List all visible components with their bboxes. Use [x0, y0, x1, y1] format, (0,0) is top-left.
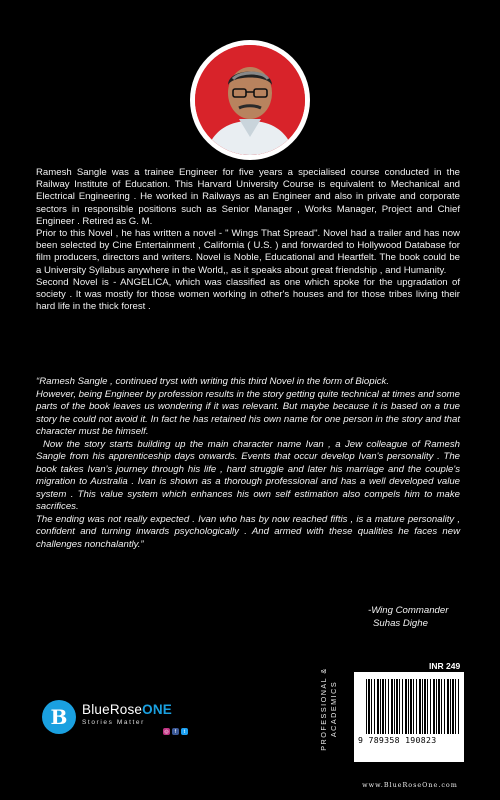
review-paragraph: Now the story starts building up the main character name Ivan , a Jew colleague of Ramesh Sangle from his apprenticeship days onwards. Events that occur develop Ivan's personality . The book takes Ivan's journey through his life , hard struggle and later his marriage and the couple's migration to Australia . Ivan is shown as a thorough professional and has a well developed value system . This value system which enhances his own self estimation also compels him to make sacrifices. — [36, 438, 460, 512]
price-label: INR 249 — [429, 661, 461, 671]
author-photo-frame — [190, 40, 310, 160]
bio-paragraph: Ramesh Sangle was a trainee Engineer for five years a specialised course conducted in the Railway Institute of Education. This Harvard University Course is equivalent to Mechanical and Electrical Engineering . He worked in Railways as an Engineer and also in private and corporate sectors in responsible positions such as Senior Manager , Works Manager, Project and Chief Engineer . Retired as G. M. — [36, 167, 460, 227]
facebook-icon: f — [172, 728, 179, 735]
twitter-icon: t — [181, 728, 188, 735]
review-signature — [368, 605, 448, 630]
instagram-icon: ◎ — [164, 728, 169, 735]
review-paragraph: “Ramesh Sangle , continued tryst with writing this third Novel in the form of Biopick. — [36, 376, 389, 387]
isbn-number: 9 789358 190823 — [358, 735, 437, 745]
isbn-barcode — [354, 672, 464, 762]
author-portrait-icon — [195, 45, 305, 155]
barcode-bars — [366, 679, 461, 734]
author-photo — [195, 45, 305, 155]
publisher-tagline: Stories Matter — [82, 719, 145, 726]
social-icons — [163, 728, 188, 735]
genre-line1: PROFESSIONAL & — [319, 667, 328, 751]
bio-paragraph: Prior to this Novel , he has written a novel - " Wings That Spread". Novel had a trailer and has now been selected by Cine Entertainment , California ( U.S. ) and forwarded to Hollywood Database for film producers, directors and writers. Novel is Noble, Educational and Heartfelt. The book could be a University Syllabus anywhere in the World,, as it speaks about great friendship , and Humanity. — [36, 228, 460, 276]
publisher-logo-icon: B — [42, 700, 76, 734]
signature-name: Suhas Dighe — [373, 617, 428, 629]
author-bio — [36, 167, 460, 313]
publisher-website[interactable]: www.BlueRoseOne.com — [362, 781, 458, 789]
publisher-name-part2: ONE — [142, 702, 172, 717]
review-paragraph: The ending was not really expected . Ivan who has by now reached fiftis , is a mature personality , confident and turning inwards psychologically . And armed with these qualities he faces new challenges nonchalantly.” — [36, 513, 460, 550]
review-quote — [36, 376, 460, 551]
review-paragraph: However, being Engineer by profession results in the story getting quite technical at times and some parts of the book leaves us wondering if it was relevant. But maybe because it is based on a true story he could not avoid it. In fact he has retained his own name for one person in the story and that character must be himself. — [36, 388, 460, 437]
publisher-name-part1: BlueRose — [82, 702, 143, 717]
signature-title: -Wing Commander — [368, 605, 449, 616]
publisher-name — [82, 702, 172, 717]
bio-paragraph: Second Novel is - ANGELICA, which was classified as one which spoke for the upgradation of society . It was mostly for those women working in other's houses and for those tribes living their hard life in the thick forest . — [36, 276, 460, 313]
genre-line2: ACADEMICS — [329, 680, 338, 738]
genre-label — [319, 655, 339, 763]
